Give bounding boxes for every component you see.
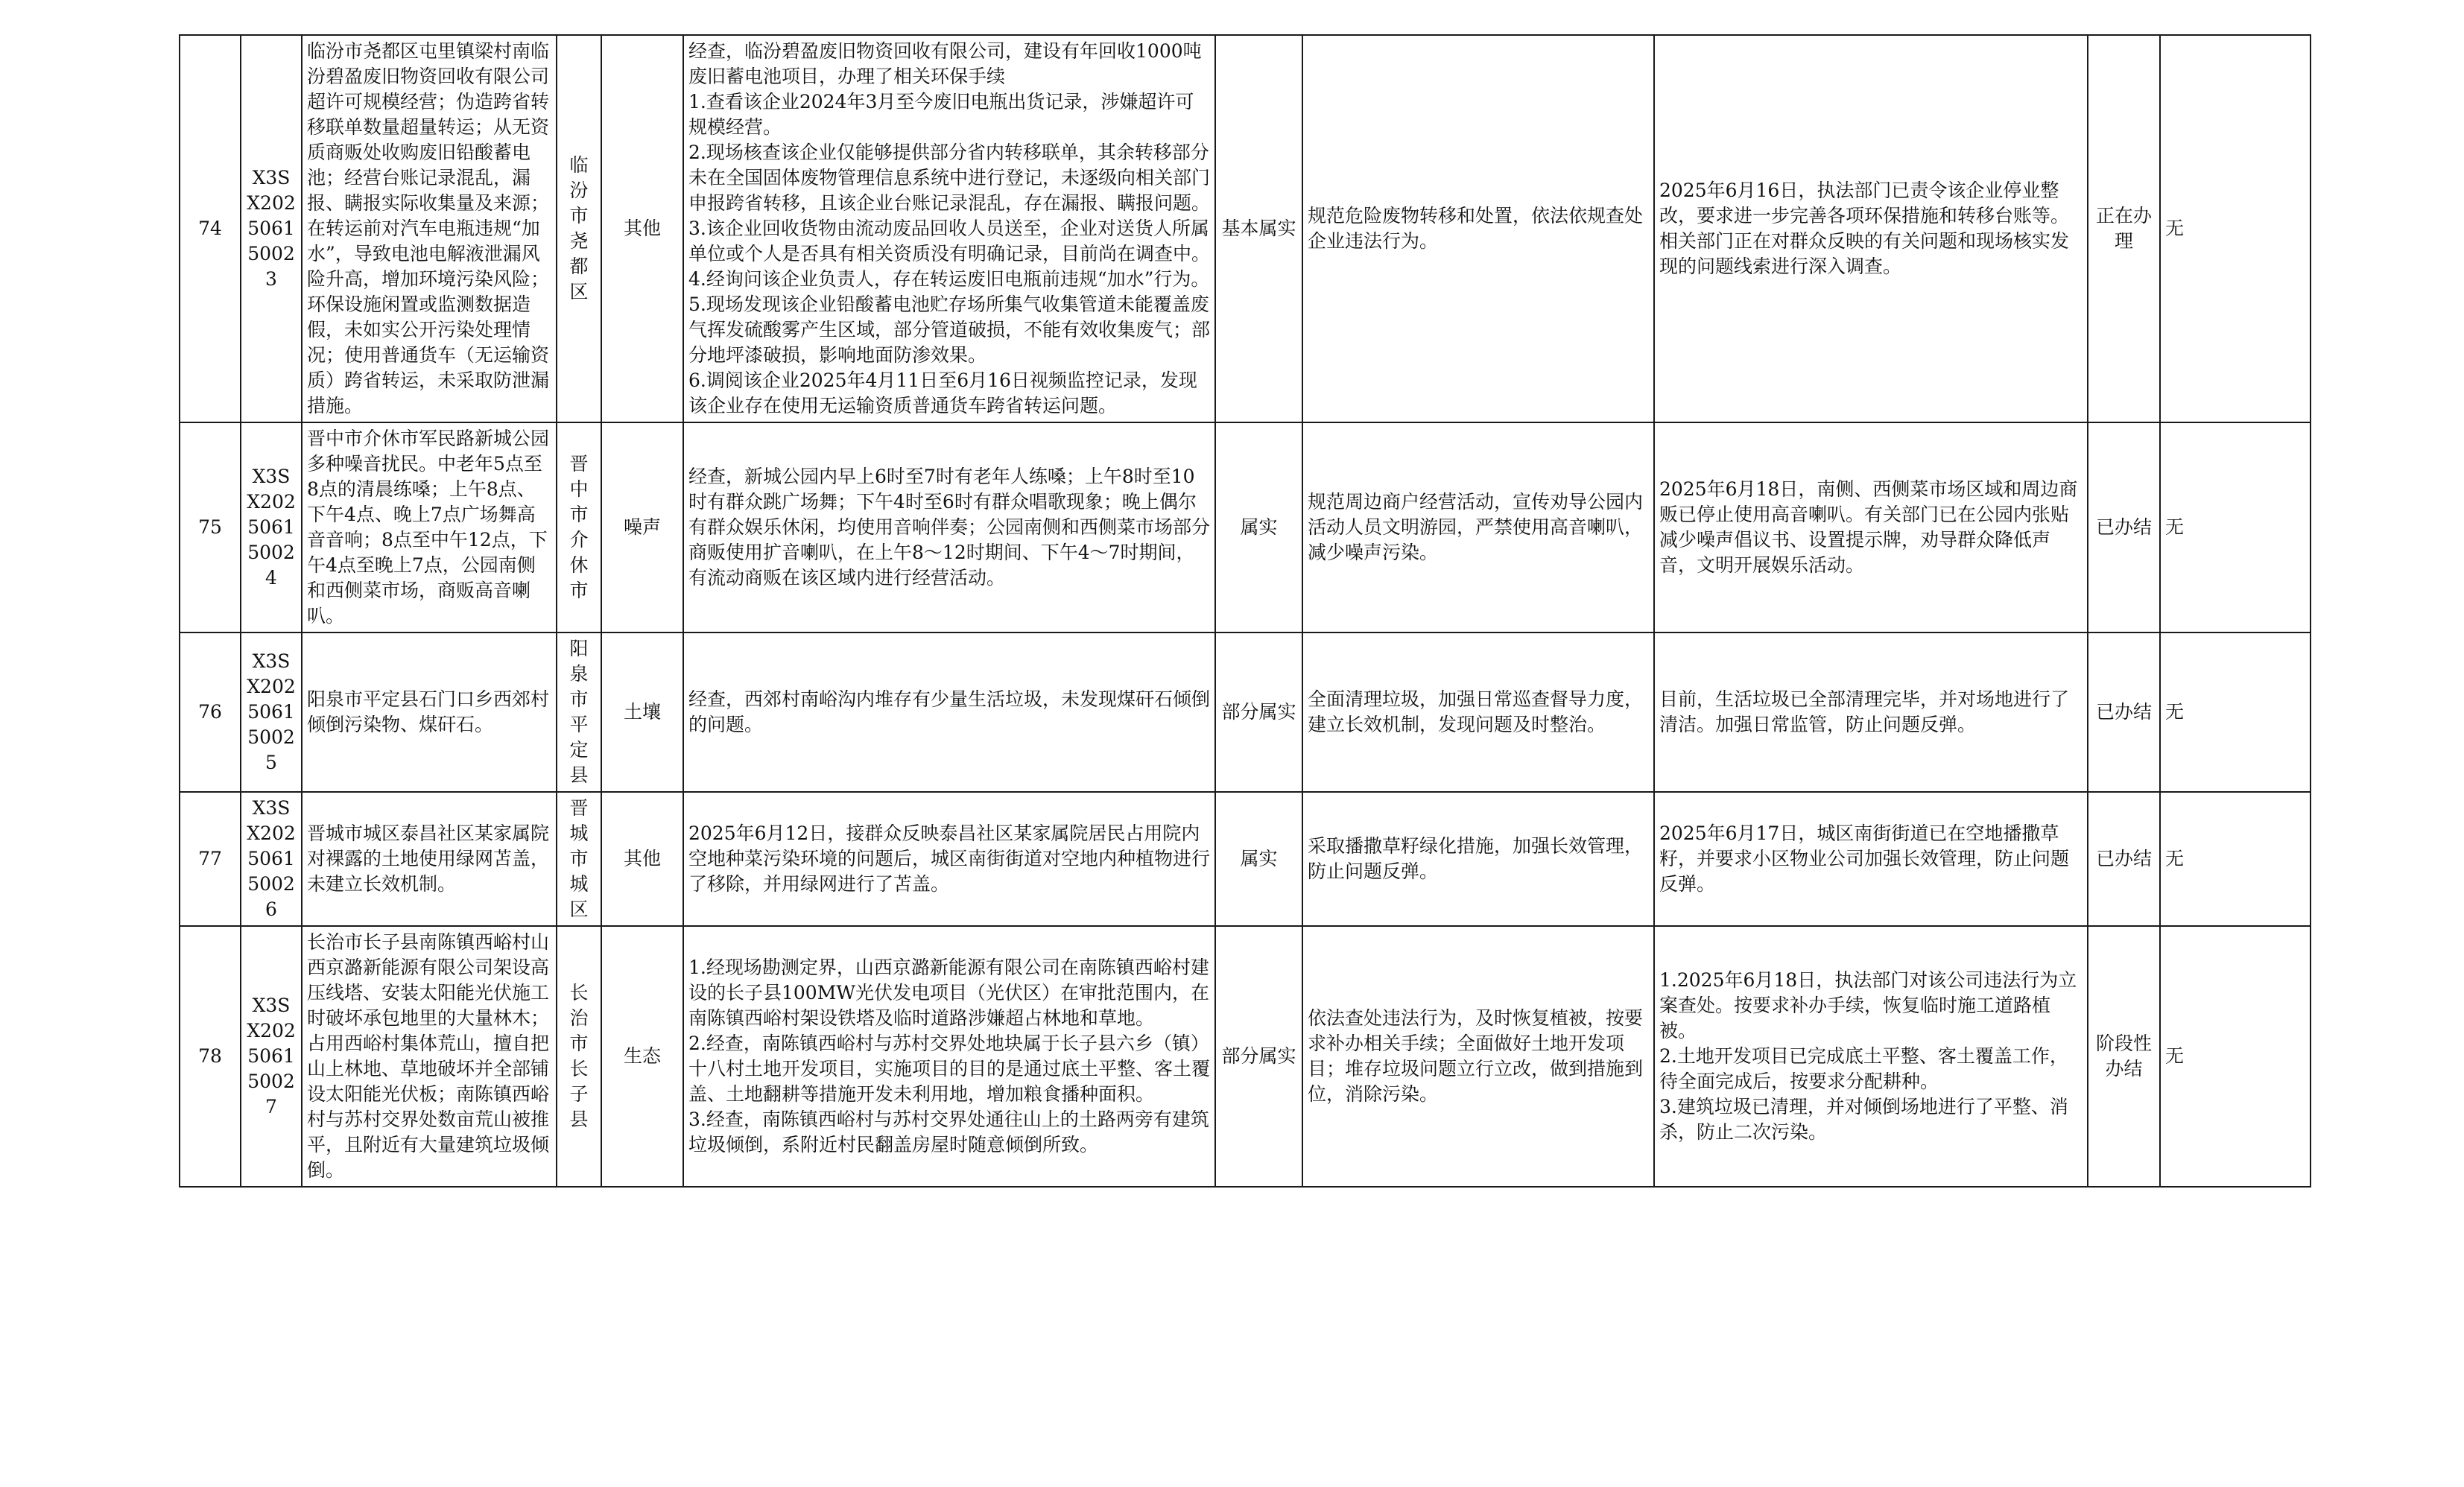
row-status-text: 已办结 <box>2095 848 2152 869</box>
row-status-text: 已办结 <box>2095 701 2152 723</box>
cell-area <box>557 632 601 792</box>
cell-accountability <box>2160 792 2311 926</box>
cell-area <box>557 792 601 926</box>
row-result-text: 2025年6月18日，南侧、西侧菜市场区域和周边商贩已停止使用高音喇叭。有关部门已在公园内张贴减少噪声倡议书、设置提示牌，劝导群众降低声音，文明开展娱乐活动。 <box>1659 478 2078 576</box>
cell-accountability <box>2160 422 2311 632</box>
table-row <box>180 632 2311 792</box>
row-issue-text: 阳泉市平定县石门口乡西郊村倾倒污染物、煤矸石。 <box>307 688 550 735</box>
cell-issue <box>302 792 557 926</box>
row-area-text: 晋中市介休市 <box>569 453 589 601</box>
cell-result <box>1654 792 2088 926</box>
cell-investigation <box>683 792 1215 926</box>
row-investigation-text: 1.经现场勘测定界，山西京潞新能源有限公司在南陈镇西峪村建设的长子县100MW光伏发电项目（光伏区）在审批范围内，在南陈镇西峪村架设铁塔及临时道路涉嫌超占林地和草地。 2.经查，南陈镇西峪村与苏村交界处地块属于长子县六乡（镇）十八村土地开发项目，实施项目的目的是通过底土平整、客土覆盖、土地翻耕等措施开发未利用地，增加粮食播种面积。 3.经查，南陈镇西峪村与苏村交界处通往山上的土路两旁有建筑垃圾倾倒，系附近村民翻盖房屋时随意倾倒所致。 <box>688 957 1211 1155</box>
row-result-text: 2025年6月17日，城区南街街道已在空地播撒草籽，并要求小区物业公司加强长效管理，防止问题反弹。 <box>1659 822 2070 895</box>
cell-issue <box>302 926 557 1187</box>
row-category-text: 土壤 <box>623 701 661 723</box>
row-category-text: 生态 <box>623 1045 661 1067</box>
row-area-text: 晋城市城区 <box>569 797 589 920</box>
row-code-text: X3SX202506150025 <box>247 650 296 773</box>
cell-category <box>601 926 683 1187</box>
row-issue-text: 长治市长子县南陈镇西峪村山西京潞新能源有限公司架设高压线塔、安装太阳能光伏施工时破坏承包地里的大量林木；占用西峪村集体荒山，擅自把山上林地、草地破坏并全部铺设太阳能光伏板；南陈镇西峪村与苏村交界处数亩荒山被推平，且附近有大量建筑垃圾倾倒。 <box>307 931 550 1181</box>
row-issue-text: 晋中市介休市军民路新城公园多种噪音扰民。中老年5点至8点的清晨练嗓；上午8点、下午4点、晚上7点广场舞高音音响；8点至中午12点，下午4点至晚上7点，公园南侧和西侧菜市场，商贩高音喇叭。 <box>307 428 550 627</box>
row-code-text: X3SX202506150024 <box>247 466 296 589</box>
row-measures-text: 采取播撒草籽绿化措施，加强长效管理，防止问题反弹。 <box>1308 835 1644 882</box>
cell-category <box>601 632 683 792</box>
cell-investigation <box>683 926 1215 1187</box>
cell-verdict <box>1215 35 1302 422</box>
row-result-text: 1.2025年6月18日，执法部门对该公司违法行为立案查处。按要求补办手续，恢复临时施工道路植被。 2.土地开发项目已完成底土平整、客土覆盖工作，待全面完成后，按要求分配耕种。 3.建筑垃圾已清理，并对倾倒场地进行了平整、消杀，防止二次污染。 <box>1659 969 2077 1143</box>
cell-accountability <box>2160 926 2311 1187</box>
cell-accountability <box>2160 632 2311 792</box>
cell-area <box>557 422 601 632</box>
cell-issue <box>302 35 557 422</box>
row-code-text: X3SX202506150027 <box>247 995 296 1117</box>
cell-result <box>1654 926 2088 1187</box>
row-measures-text: 依法查处违法行为，及时恢复植被，按要求补办相关手续；全面做好土地开发项目；堆存垃圾问题立行立改，做到措施到位，消除污染。 <box>1308 1007 1644 1105</box>
row-investigation-text: 经查，新城公园内早上6时至7时有老年人练嗓；上午8时至10时有群众跳广场舞；下午4时至6时有群众唱歌现象；晚上偶尔有群众娱乐休闲，均使用音响伴奏；公园南侧和西侧菜市场部分商贩使用扩音喇叭，在上午8～12时期间、下午4～7时期间，有流动商贩在该区域内进行经营活动。 <box>688 466 1211 589</box>
document-page <box>179 34 2311 1188</box>
cell-status <box>2088 792 2160 926</box>
cell-number <box>180 35 241 422</box>
cell-case-code <box>241 422 302 632</box>
row-code-text: X3SX202506150023 <box>247 167 296 290</box>
cell-investigation <box>683 35 1215 422</box>
cell-number <box>180 792 241 926</box>
cell-case-code <box>241 926 302 1187</box>
cell-verdict <box>1215 422 1302 632</box>
complaint-table <box>179 34 2311 1188</box>
cell-number <box>180 632 241 792</box>
cell-result <box>1654 632 2088 792</box>
cell-measures <box>1302 632 1654 792</box>
cell-accountability <box>2160 35 2311 422</box>
row-accountability-text: 无 <box>2165 848 2185 869</box>
cell-case-code <box>241 632 302 792</box>
row-measures-text: 规范周边商户经营活动，宣传劝导公园内活动人员文明游园，严禁使用高音喇叭，减少噪声污染。 <box>1308 491 1644 563</box>
cell-status <box>2088 632 2160 792</box>
row-accountability-text: 无 <box>2165 516 2185 538</box>
cell-status <box>2088 422 2160 632</box>
row-investigation-text: 经查，临汾碧盈废旧物资回收有限公司，建设有年回收1000吨废旧蓄电池项目，办理了相关环保手续 1.查看该企业2024年3月至今废旧电瓶出货记录，涉嫌超许可规模经营。 2.现场核查该企业仅能够提供部分省内转移联单，其余转移部分未在全国固体废物管理信息系统中进行登记，未逐级向相关部门申报跨省转移，且该企业台账记录混乱，存在漏报、瞒报问题。 3.该企业回收货物由流动废品回收人员送至，企业对送货人所属单位或个人是否具有相关资质没有明确记录，目前尚在调查中。 4.经询问该企业负责人，存在转运废旧电瓶前违规“加水”行为。 5.现场发现该企业铅酸蓄电池贮存场所集气收集管道未能覆盖废气挥发硫酸雾产生区域，部分管道破损，不能有效收集废气；部分地坪漆破损，影响地面防渗效果。 6.调阅该企业2025年4月11日至6月16日视频监控记录，发现该企业存在使用无运输资质普通货车跨省转运问题。 <box>688 40 1211 416</box>
row-result-text: 目前，生活垃圾已全部清理完毕，并对场地进行了清洁。加强日常监管，防止问题反弹。 <box>1659 688 2070 735</box>
cell-area <box>557 35 601 422</box>
row-no-text: 78 <box>198 1045 222 1067</box>
row-measures-text: 规范危险废物转移和处置，依法依规查处企业违法行为。 <box>1308 205 1644 252</box>
cell-category <box>601 422 683 632</box>
cell-verdict <box>1215 632 1302 792</box>
row-area-text: 临汾市尧都区 <box>569 154 589 302</box>
cell-result <box>1654 35 2088 422</box>
cell-case-code <box>241 792 302 926</box>
cell-verdict <box>1215 792 1302 926</box>
cell-category <box>601 792 683 926</box>
row-no-text: 74 <box>198 218 222 239</box>
row-issue-text: 临汾市尧都区屯里镇梁村南临汾碧盈废旧物资回收有限公司超许可规模经营；伪造跨省转移联单数量超量转运；从无资质商贩处收购废旧铅酸蓄电池；经营台账记录混乱，漏报、瞒报实际收集量及来源；在转运前对汽车电瓶违规“加水”，导致电池电解液泄漏风险升高，增加环境污染风险；环保设施闲置或监测数据造假，未如实公开污染处理情况；使用普通货车（无运输资质）跨省转运，未采取防泄漏措施。 <box>307 40 550 416</box>
table-row <box>180 35 2311 422</box>
table-row <box>180 926 2311 1187</box>
row-verdict-text: 部分属实 <box>1221 701 1296 723</box>
row-status-text: 正在办理 <box>2095 205 2152 252</box>
row-investigation-text: 经查，西郊村南峪沟内堆存有少量生活垃圾，未发现煤矸石倾倒的问题。 <box>688 688 1211 735</box>
cell-number <box>180 422 241 632</box>
row-area-text: 长治市长子县 <box>569 982 589 1130</box>
cell-issue <box>302 422 557 632</box>
row-accountability-text: 无 <box>2165 1045 2185 1067</box>
row-verdict-text: 属实 <box>1240 848 1278 869</box>
row-verdict-text: 基本属实 <box>1221 218 1296 239</box>
cell-category <box>601 35 683 422</box>
cell-issue <box>302 632 557 792</box>
row-accountability-text: 无 <box>2165 218 2185 239</box>
cell-number <box>180 926 241 1187</box>
cell-investigation <box>683 632 1215 792</box>
row-status-text: 阶段性办结 <box>2095 1033 2152 1079</box>
cell-verdict <box>1215 926 1302 1187</box>
cell-measures <box>1302 792 1654 926</box>
row-investigation-text: 2025年6月12日，接群众反映泰昌社区某家属院居民占用院内空地种菜污染环境的问题后，城区南街街道对空地内种植物进行了移除，并用绿网进行了苫盖。 <box>688 822 1211 895</box>
cell-result <box>1654 422 2088 632</box>
row-result-text: 2025年6月16日，执法部门已责令该企业停业整改，要求进一步完善各项环保措施和转移台账等。相关部门正在对群众反映的有关问题和现场核实发现的问题线索进行深入调查。 <box>1659 180 2070 277</box>
table-row <box>180 422 2311 632</box>
cell-investigation <box>683 422 1215 632</box>
row-category-text: 其他 <box>623 848 661 869</box>
row-category-text: 噪声 <box>623 516 661 538</box>
row-accountability-text: 无 <box>2165 701 2185 723</box>
cell-status <box>2088 926 2160 1187</box>
cell-measures <box>1302 35 1654 422</box>
row-no-text: 75 <box>198 516 222 538</box>
table-row <box>180 792 2311 926</box>
row-measures-text: 全面清理垃圾，加强日常巡查督导力度，建立长效机制，发现问题及时整治。 <box>1308 688 1644 735</box>
cell-area <box>557 926 601 1187</box>
row-area-text: 阳泉市平定县 <box>569 638 589 786</box>
row-code-text: X3SX202506150026 <box>247 797 296 920</box>
cell-status <box>2088 35 2160 422</box>
cell-measures <box>1302 422 1654 632</box>
row-status-text: 已办结 <box>2095 516 2152 538</box>
row-category-text: 其他 <box>623 218 661 239</box>
row-issue-text: 晋城市城区泰昌社区某家属院对裸露的土地使用绿网苫盖，未建立长效机制。 <box>307 822 550 895</box>
row-no-text: 77 <box>198 848 222 869</box>
cell-measures <box>1302 926 1654 1187</box>
row-verdict-text: 属实 <box>1240 516 1278 538</box>
cell-case-code <box>241 35 302 422</box>
row-no-text: 76 <box>198 701 222 723</box>
row-verdict-text: 部分属实 <box>1221 1045 1296 1067</box>
